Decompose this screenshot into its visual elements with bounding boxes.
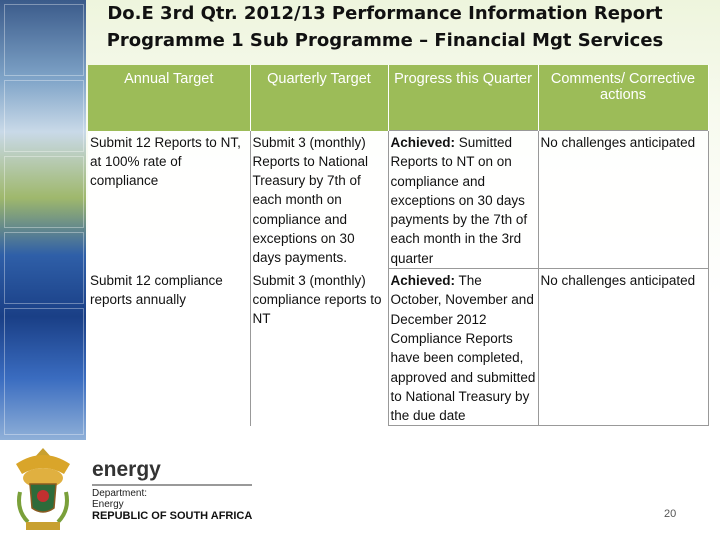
side-photo-strip <box>0 0 86 440</box>
title-line-2: Programme 1 Sub Programme – Financial Mgt Services <box>106 30 664 51</box>
col-header-annual: Annual Target <box>88 65 250 131</box>
cell-annual: Submit 12 Reports to NT, at 100% rate of compliance <box>88 131 250 269</box>
cell-progress <box>388 269 538 426</box>
pipeline-photo <box>4 80 84 152</box>
brand-divider <box>92 484 252 486</box>
performance-table <box>88 65 709 426</box>
col-header-quarterly: Quarterly Target <box>250 65 388 131</box>
coat-of-arms-icon <box>8 444 78 534</box>
cell-comments: No challenges anticipated <box>538 131 708 269</box>
department-name <box>92 488 147 510</box>
progress-label: Achieved: <box>390 135 456 150</box>
title-line-1: Do.E 3rd Qtr. 2012/13 Performance Information Report <box>107 3 663 24</box>
cell-quarterly: Submit 3 (monthly) compliance reports to NT <box>250 269 388 426</box>
dept-line-1: Department: <box>92 488 148 499</box>
dept-line-2: Energy <box>92 499 124 510</box>
progress-text: The October, November and December 2012 Compliance Reports have been completed, approved and submitted to National Treasury by the due date <box>390 273 536 424</box>
cell-comments: No challenges anticipated <box>538 269 708 426</box>
gas-flame-photo <box>4 232 84 304</box>
wind-turbine-photo <box>4 156 84 228</box>
cell-quarterly: Submit 3 (monthly) Reports to National Treasury by 7th of each month on compliance and exceptions on 30 days payments. <box>250 131 388 269</box>
col-header-comments: Comments/ Corrective actions <box>538 65 708 131</box>
page-title <box>90 0 680 54</box>
solar-panel-photo <box>4 4 84 76</box>
progress-label: Achieved: <box>390 273 456 289</box>
table-row <box>88 269 708 426</box>
cell-annual: Submit 12 compliance reports annually <box>88 269 250 426</box>
table-header-row <box>88 65 708 131</box>
page-number: 20 <box>664 508 677 520</box>
col-header-progress: Progress this Quarter <box>388 65 538 131</box>
progress-text: Sumitted Reports to NT on on compliance and exceptions on 30 days payments by the 7th of each month in the 3rd quarter <box>390 135 528 266</box>
energy-brand: energy <box>92 458 161 481</box>
country-name: REPUBLIC OF SOUTH AFRICA <box>92 510 253 522</box>
cell-progress <box>388 131 538 269</box>
table-row <box>88 131 708 269</box>
energy-bulb-photo <box>4 308 84 435</box>
